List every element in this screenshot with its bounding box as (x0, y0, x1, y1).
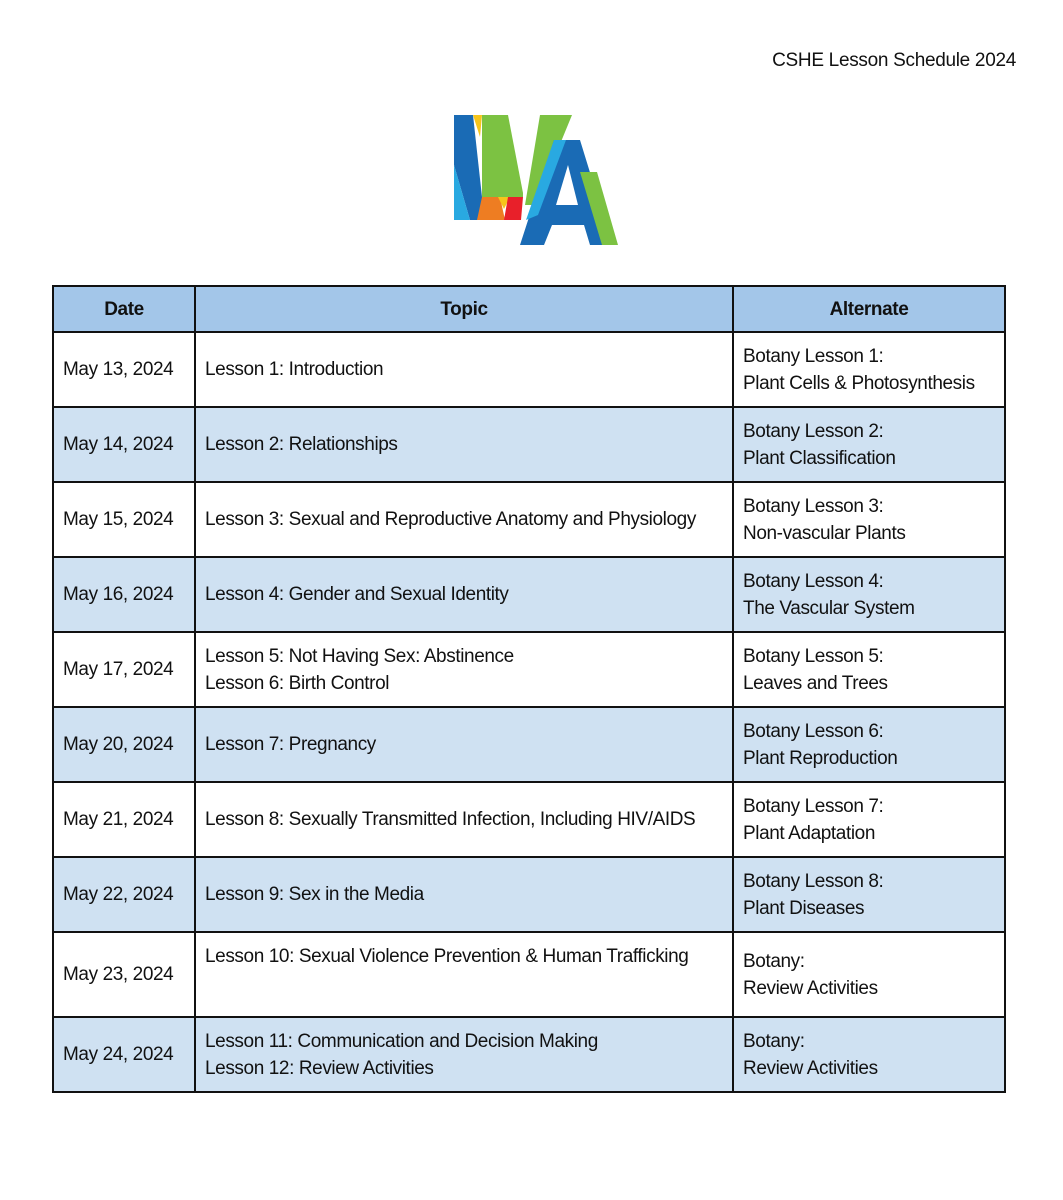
date-text: May 21, 2024 (63, 809, 174, 830)
column-header-alternate: Alternate (733, 286, 1005, 332)
alternate-line: Leaves and Trees (743, 672, 888, 694)
alternate-line: Botany: (743, 950, 805, 972)
topic-line: Lesson 10: Sexual Violence Prevention & Human Trafficking (205, 946, 689, 967)
topic-cell (195, 632, 733, 707)
date-text: May 20, 2024 (63, 734, 174, 755)
alternate-line: Review Activities (743, 977, 878, 999)
table-row (53, 632, 1005, 707)
date-cell (53, 407, 195, 482)
table-row (53, 932, 1005, 1017)
topic-line: Lesson 3: Sexual and Reproductive Anatomy and Physiology (205, 509, 696, 530)
topic-cell (195, 1017, 733, 1092)
topic-cell (195, 782, 733, 857)
table-row (53, 407, 1005, 482)
date-cell (53, 1017, 195, 1092)
alternate-cell (733, 782, 1005, 857)
alternate-line: Botany Lesson 2: (743, 420, 884, 442)
topic-line: Lesson 12: Review Activities (205, 1057, 434, 1079)
alternate-line: Botany Lesson 1: (743, 345, 884, 367)
lva-logo (440, 105, 630, 255)
alternate-line: Botany Lesson 8: (743, 870, 884, 892)
alternate-line: Botany Lesson 4: (743, 570, 884, 592)
table-row (53, 482, 1005, 557)
alternate-line: Plant Adaptation (743, 822, 875, 844)
date-cell (53, 782, 195, 857)
date-cell (53, 632, 195, 707)
topic-line: Lesson 1: Introduction (205, 359, 384, 380)
lesson-schedule-table (52, 285, 1006, 1093)
topic-line: Lesson 11: Communication and Decision Making (205, 1030, 598, 1052)
alternate-line: Botany Lesson 6: (743, 720, 884, 742)
topic-line: Lesson 2: Relationships (205, 434, 398, 455)
table-row (53, 557, 1005, 632)
date-text: May 22, 2024 (63, 884, 174, 905)
date-cell (53, 482, 195, 557)
topic-cell (195, 932, 733, 1017)
date-text: May 24, 2024 (63, 1044, 174, 1065)
alternate-cell (733, 632, 1005, 707)
topic-cell (195, 707, 733, 782)
alternate-cell (733, 857, 1005, 932)
topic-cell (195, 557, 733, 632)
date-cell (53, 557, 195, 632)
topic-line: Lesson 7: Pregnancy (205, 734, 376, 755)
date-text: May 16, 2024 (63, 584, 174, 605)
topic-cell (195, 332, 733, 407)
topic-line: Lesson 6: Birth Control (205, 672, 390, 694)
topic-line: Lesson 4: Gender and Sexual Identity (205, 584, 509, 605)
alternate-cell (733, 332, 1005, 407)
table-row (53, 857, 1005, 932)
table-row (53, 332, 1005, 407)
alternate-cell (733, 557, 1005, 632)
alternate-line: Plant Reproduction (743, 747, 898, 769)
date-cell (53, 707, 195, 782)
alternate-line: Botany Lesson 7: (743, 795, 884, 817)
alternate-line: Review Activities (743, 1057, 878, 1079)
alternate-cell (733, 707, 1005, 782)
column-header-topic: Topic (195, 286, 733, 332)
alternate-line: Botany: (743, 1030, 805, 1052)
topic-cell (195, 857, 733, 932)
table-row (53, 707, 1005, 782)
date-text: May 13, 2024 (63, 359, 174, 380)
alternate-line: Non-vascular Plants (743, 522, 906, 544)
alternate-line: Plant Cells & Photosynthesis (743, 372, 975, 394)
table-row (53, 782, 1005, 857)
date-cell (53, 332, 195, 407)
topic-line: Lesson 5: Not Having Sex: Abstinence (205, 645, 514, 667)
date-text: May 23, 2024 (63, 964, 174, 985)
table-row (53, 1017, 1005, 1092)
alternate-cell (733, 1017, 1005, 1092)
alternate-line: Plant Diseases (743, 897, 865, 919)
document-header-title: CSHE Lesson Schedule 2024 (772, 50, 1016, 71)
alternate-line: Botany Lesson 5: (743, 645, 884, 667)
table-header-row (53, 286, 1005, 332)
alternate-line: Botany Lesson 3: (743, 495, 884, 517)
topic-line: Lesson 9: Sex in the Media (205, 884, 424, 905)
topic-line: Lesson 8: Sexually Transmitted Infection, Including HIV/AIDS (205, 809, 696, 830)
date-cell (53, 857, 195, 932)
alternate-cell (733, 482, 1005, 557)
column-header-date: Date (53, 286, 195, 332)
date-cell (53, 932, 195, 1017)
topic-cell (195, 482, 733, 557)
alternate-cell (733, 932, 1005, 1017)
date-text: May 14, 2024 (63, 434, 174, 455)
topic-cell (195, 407, 733, 482)
date-text: May 17, 2024 (63, 659, 174, 680)
alternate-line: The Vascular System (743, 597, 915, 619)
alternate-line: Plant Classification (743, 447, 896, 469)
alternate-cell (733, 407, 1005, 482)
date-text: May 15, 2024 (63, 509, 174, 530)
